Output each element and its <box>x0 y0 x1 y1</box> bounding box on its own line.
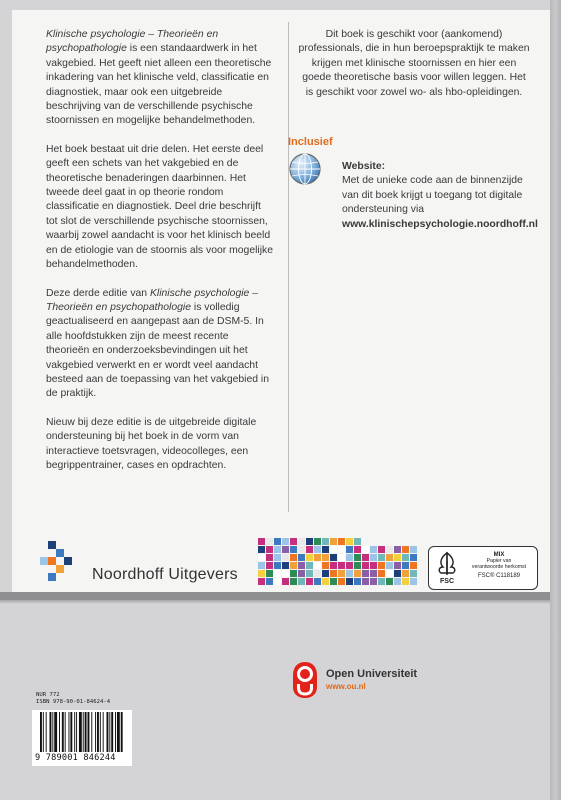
mosaic-tile <box>370 562 377 569</box>
mosaic-tile <box>354 554 361 561</box>
mosaic-tile <box>410 546 417 553</box>
mosaic-tile <box>410 554 417 561</box>
mosaic-tile <box>378 578 385 585</box>
mosaic-tile <box>274 546 281 553</box>
mosaic-tile <box>362 578 369 585</box>
mosaic-tile <box>362 562 369 569</box>
mosaic-tile <box>394 546 401 553</box>
mosaic-tile <box>378 562 385 569</box>
mosaic-tile <box>338 578 345 585</box>
mosaic-tile <box>298 546 305 553</box>
barcode-bar <box>54 712 57 752</box>
mosaic-tile <box>306 554 313 561</box>
barcode-bar <box>70 712 72 752</box>
mosaic-tile <box>322 562 329 569</box>
mosaic-tile <box>274 554 281 561</box>
mosaic-tile <box>362 546 369 553</box>
mosaic-tile <box>274 562 281 569</box>
mosaic-tile <box>258 570 265 577</box>
publisher-name: Noordhoff Uitgevers <box>92 566 238 583</box>
mosaic-tile <box>298 538 305 545</box>
mosaic-tile <box>370 578 377 585</box>
mosaic-tile <box>258 538 265 545</box>
blurb-paragraph-3: Deze derde editie van Klinische psychologie – Theorieën en psychopathologie is volledig geactualiseerd en aangepast aan de DSM-5. In alle hoofdstukken zijn de meest recente theorieën en onderzoeksbevindingen uit het vakgebied verwerkt en er wordt veel aandacht besteed aan de toepassing van het vakgebied in de praktijk. <box>46 287 269 400</box>
mosaic-tile <box>282 538 289 545</box>
open-universiteit-name: Open Universiteit <box>326 668 418 680</box>
barcode-bar <box>83 712 84 752</box>
mosaic-tile <box>330 562 337 569</box>
cover-band <box>0 592 550 600</box>
mosaic-tile <box>290 546 297 553</box>
barcode-bar <box>97 712 99 752</box>
blurb-left-column <box>46 28 274 487</box>
mosaic-tile <box>322 546 329 553</box>
mosaic-tile <box>306 578 313 585</box>
mosaic-tile <box>322 578 329 585</box>
audience-paragraph: Dit boek is geschikt voor (aankomend) professionals, die in hun beroepspraktijk te maken krijgen met klinische stoornissen en hier een goede theoretische basis voor willen leggen. Het is geschikt voor zowel wo- als hbo-opleidingen. <box>298 29 530 98</box>
mosaic-tile <box>346 562 353 569</box>
mosaic-tile <box>266 538 273 545</box>
noordhoff-logo-icon <box>34 536 86 588</box>
isbn-block <box>36 692 110 706</box>
mosaic-tile <box>306 570 313 577</box>
barcode-bar <box>95 712 96 752</box>
mosaic-tile <box>282 554 289 561</box>
mosaic-tile <box>354 538 361 545</box>
mosaic-tile <box>314 562 321 569</box>
mosaic-tile <box>402 562 409 569</box>
mosaic-pattern <box>258 538 418 586</box>
mosaic-tile <box>370 554 377 561</box>
mosaic-tile <box>266 562 273 569</box>
mosaic-tile <box>298 570 305 577</box>
mosaic-tile <box>314 578 321 585</box>
mosaic-tile <box>258 554 265 561</box>
mosaic-tile <box>386 554 393 561</box>
mosaic-tile <box>330 578 337 585</box>
barcode <box>32 710 132 766</box>
blurb-paragraph-2: Het boek bestaat uit drie delen. Het eerste deel geeft een schets van het vakgebied en de theoretische benaderingen daarbinnen. Het tweede deel gaat in op theorie rondom classificatie en diagnostiek. Deel drie beschrijft tot slot de verschillende psychische stoornissen, waarbij zowel aandacht is voor het klinisch beeld en de etiologie van de stoornis als voor mogelijke behandelmethoden. <box>46 143 273 271</box>
mosaic-tile <box>346 546 353 553</box>
mosaic-tile <box>290 570 297 577</box>
barcode-bar <box>88 712 90 752</box>
barcode-bar <box>62 712 64 752</box>
open-universiteit-logo-icon <box>290 660 320 700</box>
mosaic-tile <box>402 570 409 577</box>
mosaic-tile <box>298 554 305 561</box>
website-description: Met de unieke code aan de binnenzijde van dit boek krijgt u toegang tot digitale ondersteuning via <box>342 175 523 216</box>
mosaic-tile <box>314 570 321 577</box>
mosaic-tile <box>322 570 329 577</box>
mosaic-tile <box>338 554 345 561</box>
blurb-paragraph-1: Klinische psychologie – Theorieën en psychopathologie is een standaardwerk in het vakgebied. Het geeft niet alleen een theoretische inkadering van het klinische veld, classificatie en diagnostiek, maar ook een uitgebreide beschrijving van de verschillende psychische stoornissen en mogelijke behandelmethoden. <box>46 29 272 127</box>
mosaic-tile <box>306 538 313 545</box>
mosaic-tile <box>290 554 297 561</box>
mosaic-tile <box>394 562 401 569</box>
barcode-bar <box>40 712 42 752</box>
barcode-bar <box>74 712 75 752</box>
barcode-bar <box>109 712 110 752</box>
fsc-mix: MIX <box>493 552 505 558</box>
mosaic-tile <box>330 546 337 553</box>
fsc-tree-icon <box>433 551 461 585</box>
mosaic-tile <box>282 562 289 569</box>
website-info <box>342 160 542 232</box>
mosaic-tile <box>266 546 273 553</box>
mosaic-tile <box>282 546 289 553</box>
mosaic-tile <box>314 554 321 561</box>
mosaic-tile <box>338 570 345 577</box>
mosaic-tile <box>314 546 321 553</box>
mosaic-tile <box>386 562 393 569</box>
svg-text:FSC: FSC <box>440 578 454 585</box>
mosaic-tile <box>378 554 385 561</box>
mosaic-tile <box>306 546 313 553</box>
mosaic-tile <box>298 578 305 585</box>
website-title: Website: <box>342 161 386 172</box>
barcode-bar <box>65 712 66 752</box>
mosaic-tile <box>354 546 361 553</box>
mosaic-tile <box>370 570 377 577</box>
book-spine <box>550 0 561 800</box>
mosaic-tile <box>362 570 369 577</box>
barcode-bar <box>121 712 123 752</box>
barcode-bar <box>79 712 82 752</box>
mosaic-tile <box>346 554 353 561</box>
mosaic-tile <box>258 546 265 553</box>
mosaic-tile <box>394 554 401 561</box>
mosaic-tile <box>298 562 305 569</box>
column-divider <box>288 22 289 512</box>
mosaic-tile <box>354 562 361 569</box>
globe-icon <box>288 152 322 186</box>
mosaic-tile <box>306 562 313 569</box>
mosaic-tile <box>274 570 281 577</box>
barcode-bar <box>69 712 70 752</box>
mosaic-tile <box>402 546 409 553</box>
mosaic-tile <box>290 538 297 545</box>
mosaic-tile <box>274 578 281 585</box>
barcode-bar <box>100 712 101 752</box>
mosaic-tile <box>386 578 393 585</box>
mosaic-tile <box>346 578 353 585</box>
barcode-bars <box>40 712 128 752</box>
mosaic-tile <box>330 570 337 577</box>
mosaic-tile <box>402 554 409 561</box>
blurb-paragraph-4: Nieuw bij deze editie is de uitgebreide digitale ondersteuning bij het boek in de vorm van interactieve toetsvragen, videocolleges, een begrippentrainer, cases en opdrachten. <box>46 416 257 471</box>
website-url: www.klinischepsychologie.noordhoff.nl <box>342 218 538 230</box>
barcode-digits: 9 789001 846244 <box>35 753 116 763</box>
mosaic-tile <box>354 570 361 577</box>
mosaic-tile <box>258 562 265 569</box>
mosaic-tile <box>266 578 273 585</box>
barcode-bar <box>103 712 104 752</box>
mosaic-tile <box>290 562 297 569</box>
mosaic-tile <box>354 578 361 585</box>
mosaic-tile <box>394 570 401 577</box>
mosaic-tile <box>330 538 337 545</box>
barcode-bar <box>52 712 53 752</box>
mosaic-tile <box>274 538 281 545</box>
mosaic-tile <box>282 570 289 577</box>
mosaic-tile <box>322 554 329 561</box>
fsc-code: FSC® C118189 <box>478 572 520 579</box>
inclusief-heading: Inclusief <box>288 136 333 148</box>
isbn-code: ISBN 978-90-01-84624-4 <box>36 699 111 705</box>
mosaic-tile <box>338 562 345 569</box>
barcode-bar <box>46 712 47 752</box>
barcode-bar <box>115 712 116 752</box>
mosaic-tile <box>338 546 345 553</box>
mosaic-tile <box>386 546 393 553</box>
mosaic-tile <box>266 570 273 577</box>
mosaic-tile <box>378 546 385 553</box>
barcode-bar <box>91 712 92 752</box>
barcode-bar <box>76 712 77 752</box>
barcode-bar <box>59 712 60 752</box>
mosaic-tile <box>410 570 417 577</box>
mosaic-tile <box>282 578 289 585</box>
open-universiteit-url: www.ou.nl <box>326 682 366 691</box>
blurb-right-column <box>298 28 530 100</box>
mosaic-tile <box>346 570 353 577</box>
fsc-label: FSC MIX Papier van verantwoorde herkomst FSC® C118189 <box>428 546 538 590</box>
mosaic-tile <box>330 554 337 561</box>
mosaic-tile <box>346 538 353 545</box>
barcode-bar <box>50 712 52 752</box>
mosaic-tile <box>410 578 417 585</box>
mosaic-tile <box>394 578 401 585</box>
mosaic-tile <box>370 546 377 553</box>
mosaic-tile <box>290 578 297 585</box>
barcode-bar <box>85 712 87 752</box>
mosaic-tile <box>314 538 321 545</box>
mosaic-tile <box>338 538 345 545</box>
mosaic-tile <box>322 538 329 545</box>
mosaic-tile <box>362 554 369 561</box>
barcode-bar <box>111 712 113 752</box>
mosaic-tile <box>410 562 417 569</box>
mosaic-tile <box>402 578 409 585</box>
mosaic-tile <box>378 570 385 577</box>
barcode-bar <box>117 712 120 752</box>
nur-code: NUR 772 <box>36 692 60 698</box>
barcode-bar <box>43 712 44 752</box>
mosaic-tile <box>258 578 265 585</box>
barcode-bar <box>107 712 109 752</box>
mosaic-tile <box>266 554 273 561</box>
mosaic-tile <box>386 570 393 577</box>
